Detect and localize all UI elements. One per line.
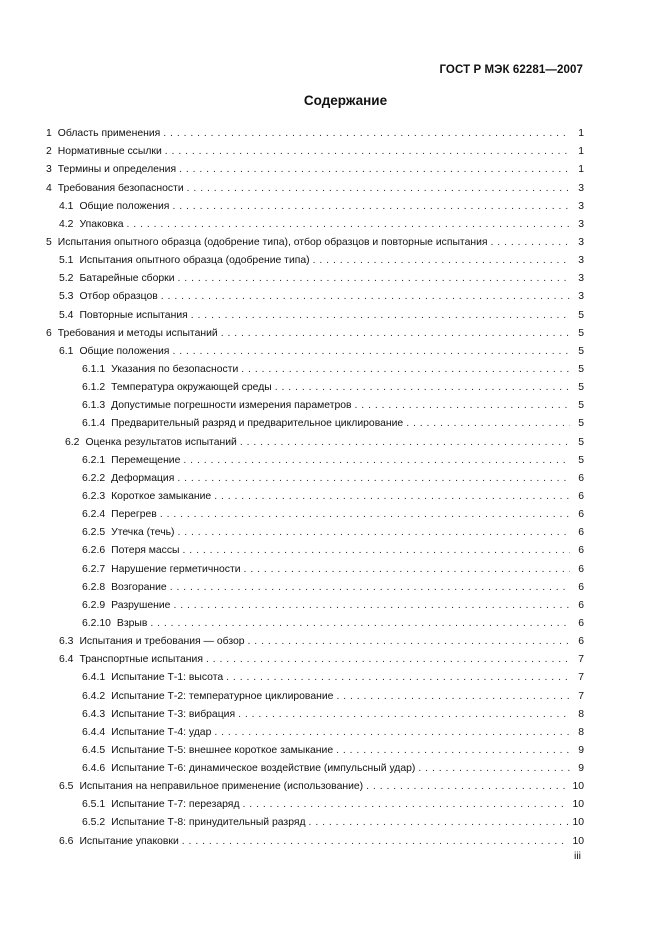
toc-entry-number: 6.1.3 [82,400,106,412]
toc-entry-page: 9 [578,763,584,775]
toc-entry [46,683,584,701]
toc-entry-title: Потеря массы [111,545,180,557]
toc-entry [46,121,584,139]
toc-entry-page: 8 [578,726,584,738]
toc-entry-title: Испытание упаковки [79,835,179,847]
toc-entry-number: 6.1.1 [82,363,106,375]
dot-leader [191,310,570,321]
toc-entry-page: 9 [578,744,584,756]
toc-entry-title: Термины и определения [57,164,177,176]
toc-entry [46,429,584,447]
dot-leader [336,745,570,756]
toc-entry [46,212,584,230]
toc-entry-number: 6.2.10 [82,617,111,629]
toc-entry [46,629,584,647]
toc-entry-number: 5.4 [59,309,74,321]
dot-leader [366,781,568,792]
toc-entry [46,575,584,593]
dot-leader [170,582,570,593]
toc-entry-title: Общие положения [79,200,170,212]
toc-entry [46,375,584,393]
toc-entry-title: Нарушение герметичности [111,563,241,575]
toc-entry [46,611,584,629]
dot-leader [418,763,570,774]
toc-entry-page: 6 [578,490,584,502]
toc-entry-page: 5 [578,400,584,412]
toc-entry-title: Область применения [57,128,161,140]
toc-entry-number: 6.1 [59,345,74,357]
toc-entry-page: 8 [578,708,584,720]
toc-entry-title: Оценка результатов испытаний [85,436,237,448]
toc-entry-page: 6 [578,563,584,575]
toc-entry-number: 6.2.2 [82,472,106,484]
toc-entry-page: 1 [578,146,584,158]
dot-leader [309,817,569,828]
toc-entry [46,538,584,556]
toc-entry-number: 6.4.6 [82,763,106,775]
toc-entry-title: Допустимые погрешности измерения параметров [111,400,352,412]
toc-entry-number: 6.5 [59,781,74,793]
toc-entry [46,248,584,266]
toc-entry-page: 3 [578,273,584,285]
document-header: ГОСТ Р МЭК 62281—2007 [439,64,583,76]
toc-entry-number: 5.3 [59,291,74,303]
toc-entry-page: 3 [578,218,584,230]
toc-entry [46,339,584,357]
toc-entry-number: 6 [46,327,52,339]
toc-entry-title: Температура окружающей среды [111,382,272,394]
toc-entry-page: 7 [578,654,584,666]
toc-entry-title: Испытание Т-7: перезаряд [111,799,240,811]
toc-entry [46,230,584,248]
toc-entry-number: 6.2.1 [82,454,106,466]
dot-leader [275,382,570,393]
toc-entry-title: Указания по безопасности [111,363,239,375]
toc-entry-title: Деформация [111,472,175,484]
toc-entry [46,393,584,411]
toc-entry-title: Общие положения [79,345,170,357]
dot-leader [127,219,570,230]
dot-leader [206,654,570,665]
toc-entry [46,665,584,683]
toc-entry-title: Упаковка [79,218,124,230]
toc-entry-title: Испытания опытного образца (одобрение типа) [79,255,310,267]
toc-entry-title: Короткое замыкание [111,490,212,502]
toc-entry-page: 7 [578,690,584,702]
dot-leader [221,328,570,339]
dot-leader [248,636,570,647]
dot-leader [163,128,570,139]
toc-entry-number: 6.6 [59,835,74,847]
toc-entry-page: 5 [578,363,584,375]
toc-entry-page: 1 [578,164,584,176]
toc-entry-number: 6.3 [59,636,74,648]
toc-entry-page: 3 [578,255,584,267]
toc-entry-number: 6.5.2 [82,817,106,829]
toc-entry [46,756,584,774]
toc-entry-page: 3 [578,182,584,194]
toc-entry-page: 5 [578,345,584,357]
toc-entry-page: 6 [578,617,584,629]
toc-entry-title: Требования и методы испытаний [57,327,218,339]
toc-entry-number: 3 [46,164,52,176]
toc-entry-number: 6.2.9 [82,599,106,611]
toc-entry-number: 2 [46,146,52,158]
dot-leader [177,527,570,538]
dot-leader [243,799,569,810]
toc-entry-number: 6.2.4 [82,509,106,521]
toc-entry-page: 3 [578,291,584,303]
dot-leader [241,364,570,375]
toc-entry-title: Испытание Т-6: динамическое воздействие (импульсный удар) [111,763,416,775]
toc-entry-title: Повторные испытания [79,309,188,321]
dot-leader [172,201,570,212]
dot-leader [214,491,570,502]
toc-entry-number: 6.4.3 [82,708,106,720]
dot-leader [491,237,570,248]
toc-entry [46,266,584,284]
toc-entry [46,157,584,175]
toc-entry-number: 5 [46,236,52,248]
toc-entry [46,738,584,756]
toc-entry-title: Испытания на неправильное применение (использование) [79,781,364,793]
toc-entry-title: Испытание Т-3: вибрация [111,708,236,720]
toc-entry-title: Разрушение [111,599,171,611]
toc-entry-number: 6.4.2 [82,690,106,702]
toc-entry-title: Испытание Т-2: температурное циклирование [111,690,334,702]
dot-leader [187,183,570,194]
toc-entry-number: 5.2 [59,273,74,285]
toc-entry-title: Взрыв [116,617,148,629]
dot-leader [173,600,570,611]
dot-leader [336,691,570,702]
toc-entry [46,139,584,157]
toc-entry-title: Испытания и требования — обзор [79,636,245,648]
toc-entry-page: 6 [578,527,584,539]
toc-entry-page: 10 [572,799,584,811]
toc-entry-title: Испытание Т-1: высота [111,672,224,684]
page-title: Содержание [303,93,388,108]
table-of-contents [46,121,584,847]
toc-entry-number: 6.1.4 [82,418,106,430]
dot-leader [177,473,570,484]
toc-entry-page: 7 [578,672,584,684]
toc-entry-page: 1 [578,128,584,140]
page-number: iii [574,850,581,862]
toc-entry-page: 5 [578,382,584,394]
toc-entry-number: 5.1 [59,255,74,267]
toc-entry-title: Испытание Т-8: принудительный разряд [111,817,306,829]
toc-entry-page: 6 [578,599,584,611]
toc-entry-number: 6.2.3 [82,490,106,502]
dot-leader [238,709,570,720]
toc-entry-page: 3 [578,236,584,248]
toc-entry [46,175,584,193]
toc-entry-page: 6 [578,509,584,521]
dot-leader [150,618,570,629]
toc-entry-number: 6.2.7 [82,563,106,575]
dot-leader [214,727,570,738]
dot-leader [183,545,570,556]
toc-entry [46,792,584,810]
dot-leader [182,836,569,847]
toc-entry-number: 4.1 [59,200,74,212]
dot-leader [355,400,570,411]
toc-entry-title: Отбор образцов [79,291,158,303]
toc-entry-number: 6.2.6 [82,545,106,557]
toc-entry-title: Испытание Т-5: внешнее короткое замыкание [111,744,334,756]
toc-entry-number: 6.1.2 [82,382,106,394]
toc-entry-title: Требования безопасности [57,182,184,194]
toc-entry [46,774,584,792]
toc-entry-number: 4.2 [59,218,74,230]
toc-entry-page: 5 [578,327,584,339]
toc-entry-title: Предварительный разряд и предварительное циклирование [111,418,404,430]
toc-entry-title: Возгорание [111,581,167,593]
dot-leader [161,291,570,302]
toc-entry-title: Транспортные испытания [79,654,203,666]
dot-leader [226,672,570,683]
toc-entry-page: 6 [578,581,584,593]
toc-entry-number: 4 [46,182,52,194]
toc-entry [46,411,584,429]
toc-entry-number: 6.5.1 [82,799,106,811]
toc-entry [46,302,584,320]
toc-entry-title: Перемещение [111,454,181,466]
dot-leader [313,255,570,266]
toc-entry-title: Испытания опытного образца (одобрение типа), отбор образцов и повторные испытания [57,236,488,248]
toc-entry-page: 6 [578,472,584,484]
toc-entry-title: Испытание Т-4: удар [111,726,212,738]
toc-entry-number: 6.4 [59,654,74,666]
toc-entry-title: Нормативные ссылки [57,146,162,158]
toc-entry-number: 6.4.4 [82,726,106,738]
toc-entry-number: 6.2 [65,436,80,448]
toc-entry [46,321,584,339]
toc-entry-title: Утечка (течь) [111,527,175,539]
toc-entry [46,828,584,846]
toc-entry-page: 5 [578,309,584,321]
dot-leader [172,346,570,357]
dot-leader [160,509,570,520]
dot-leader [240,437,570,448]
toc-entry-page: 10 [572,781,584,793]
dot-leader [165,146,570,157]
dot-leader [183,455,570,466]
toc-entry [46,502,584,520]
toc-entry [46,284,584,302]
toc-entry [46,194,584,212]
toc-entry [46,593,584,611]
toc-entry-number: 6.4.5 [82,744,106,756]
toc-entry [46,556,584,574]
toc-entry-page: 5 [578,418,584,430]
dot-leader [406,418,570,429]
toc-entry-page: 10 [572,835,584,847]
dot-leader [244,564,570,575]
toc-entry [46,810,584,828]
toc-entry-page: 5 [578,454,584,466]
toc-entry-number: 1 [46,128,52,140]
toc-entry [46,647,584,665]
toc-entry [46,702,584,720]
toc-entry-page: 6 [578,636,584,648]
toc-entry [46,484,584,502]
dot-leader [179,164,570,175]
toc-entry-title: Батарейные сборки [79,273,175,285]
toc-entry-page: 3 [578,200,584,212]
toc-entry-number: 6.2.8 [82,581,106,593]
toc-entry [46,357,584,375]
toc-entry [46,466,584,484]
toc-entry-page: 10 [572,817,584,829]
toc-entry-title: Перегрев [111,509,157,521]
dot-leader [178,273,570,284]
toc-entry-page: 6 [578,545,584,557]
toc-entry-page: 5 [578,436,584,448]
toc-entry [46,520,584,538]
toc-entry [46,448,584,466]
toc-entry-number: 6.2.5 [82,527,106,539]
toc-entry-number: 6.4.1 [82,672,106,684]
toc-entry [46,720,584,738]
